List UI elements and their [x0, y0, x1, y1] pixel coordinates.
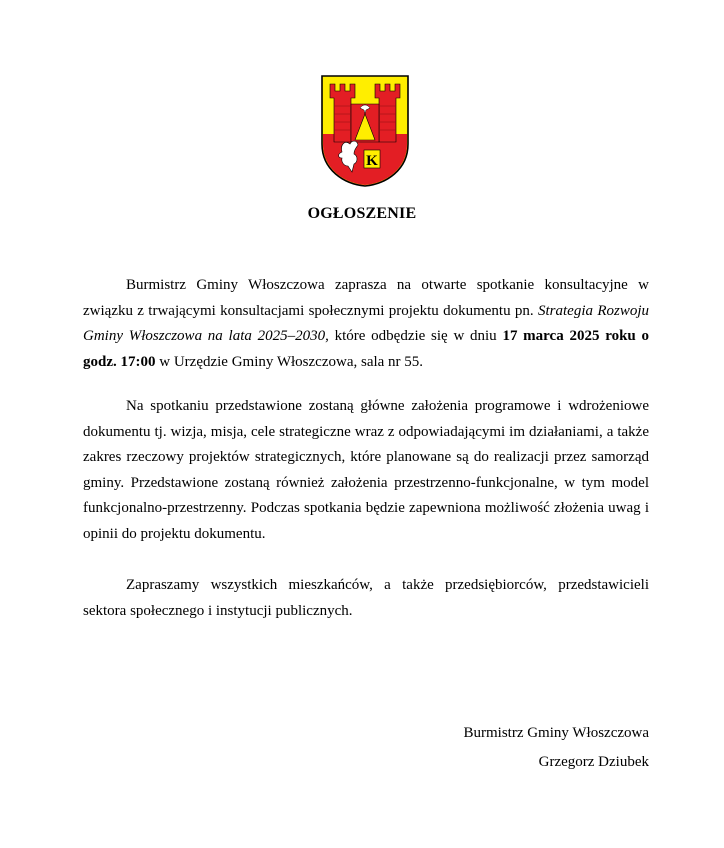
signature-name: Grzegorz Dziubek [538, 754, 649, 770]
paragraph-meeting-details-text: Na spotkaniu przedstawione zostaną główne założenia programowe i wdrożeniowe dokumentu tj. wizja, misja, cele strategiczne wraz z odpowiadającymi im działaniami, a także zakres rzeczowy projektów strategicznych, które planowane są do realizacji przez samorząd gminy. Przedstawione zostaną również założenia przestrzenno-funkcjonalne, w tym model funkcjonalno-przestrzenny. Podczas spotkania będzie zapewniona możliwość złożenia uwag i opinii do projektu dokumentu. [83, 398, 649, 542]
paragraph-closing [83, 573, 649, 624]
document-name: Strategia Rozwoju Gminy Włoszczowa na lata 2025–2030 [83, 302, 650, 344]
paragraph-invitation-text-c: w Urzędzie Gminy Włoszczowa, sala nr 55. [155, 353, 424, 370]
paragraph-meeting-details [83, 394, 649, 547]
crest-letter: K [366, 153, 378, 169]
meeting-date-time: 17 marca 2025 roku o godz. 17:00 [83, 328, 649, 370]
paragraph-closing-text: Zapraszamy wszystkich mieszkańców, a także przedsiębiorców, przedstawicieli sektora społecznego i instytucji publicznych. [83, 577, 649, 619]
paragraph-invitation-text-a: Burmistrz Gminy Włoszczowa zaprasza na otwarte spotkanie konsultacyjne w związku z trwającymi konsultacjami społecznymi projektu dokumentu pn. [83, 277, 649, 319]
signature-block [463, 719, 649, 777]
coat-of-arms-icon [320, 74, 410, 188]
paragraph-invitation [83, 273, 649, 375]
paragraph-invitation-text-b: , które odbędzie się w dniu [325, 328, 503, 344]
announcement-title: OGŁOSZENIE [307, 205, 417, 222]
signature-position: Burmistrz Gminy Włoszczowa [463, 725, 649, 741]
